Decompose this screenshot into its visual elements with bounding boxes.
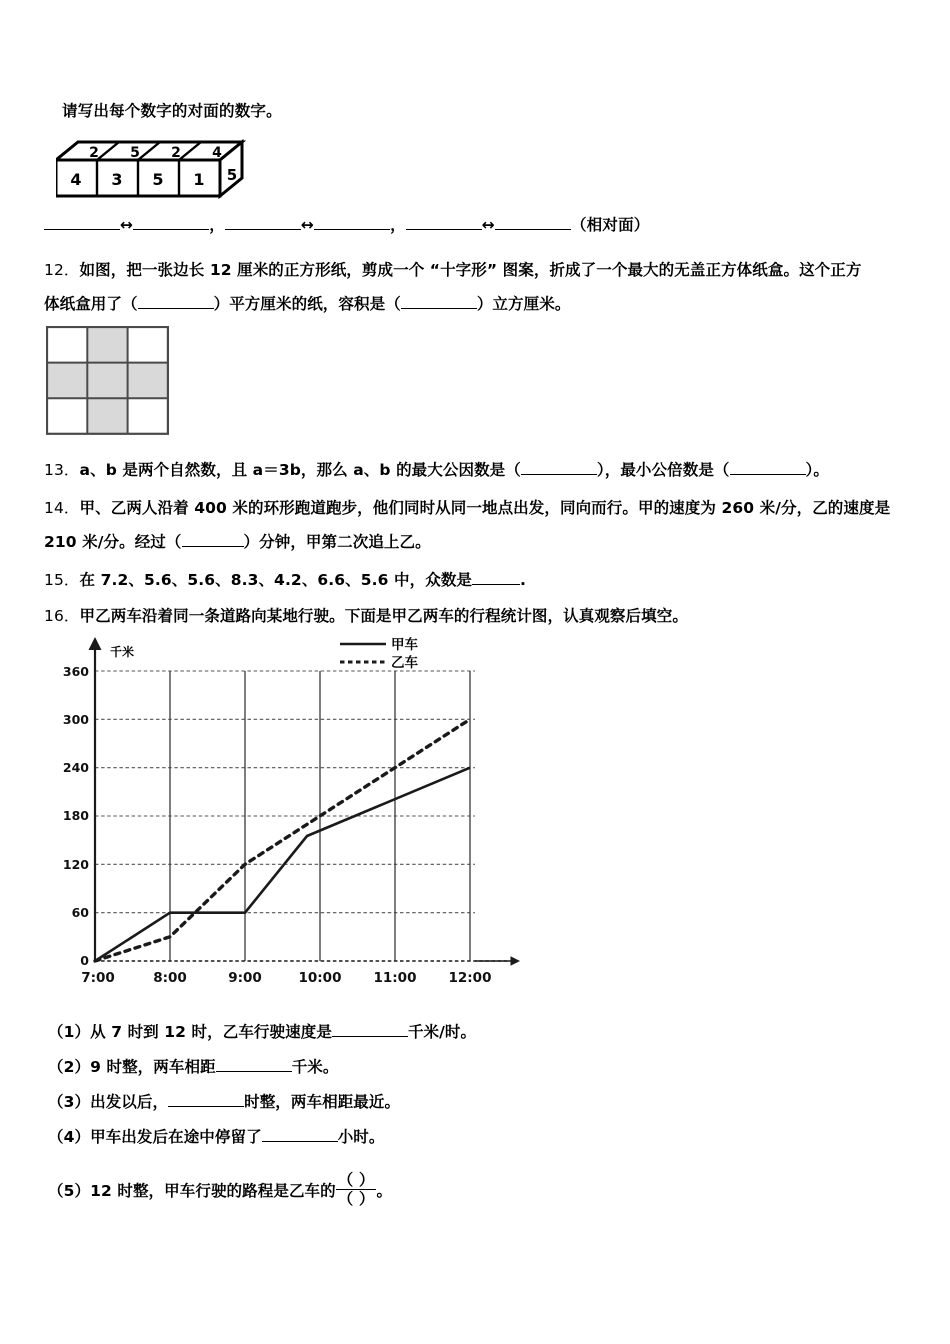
question-15-number: 15． — [44, 571, 80, 589]
travel-line-chart — [50, 630, 520, 1000]
sub-question-4 — [48, 1125, 385, 1149]
answer-blank-3a[interactable] — [406, 229, 482, 230]
chart-ytick-120: 120 — [62, 857, 89, 872]
question-12 — [44, 258, 924, 282]
chart-ytick-60: 60 — [71, 905, 89, 920]
arrow-symbol-2: ↔ — [300, 216, 315, 234]
sub-question-2 — [48, 1055, 339, 1079]
question-13-blank-1[interactable] — [521, 474, 597, 475]
chart-xtick-9: 9:00 — [228, 970, 262, 986]
cube-top-face-3: 2 — [171, 145, 181, 161]
separator-2: ， — [390, 216, 406, 234]
question-13 — [44, 458, 924, 482]
question-16-number: 16． — [44, 607, 80, 625]
legend-label-jiache: 甲车 — [391, 637, 418, 653]
question-12-blank-1[interactable] — [138, 308, 214, 309]
question-14-text-a: 210 米/分。经过（ — [44, 533, 182, 551]
cube-front-face-1: 4 — [70, 170, 82, 189]
cube-top-face-4: 4 — [212, 145, 222, 161]
question-12-line2 — [44, 292, 924, 316]
chart-ytick-0: 0 — [80, 953, 89, 968]
sub-question-4-before: 甲车出发后在途中停留了 — [90, 1128, 262, 1146]
sub-question-1-before: 从 7 时到 12 时，乙车行驶速度是 — [90, 1023, 332, 1041]
chart-ytick-180: 180 — [62, 808, 89, 823]
cube-front-face-3: 5 — [152, 170, 164, 189]
separator-1: ， — [209, 216, 225, 234]
sub-question-1-blank[interactable] — [332, 1036, 408, 1037]
chart-xtick-8: 8:00 — [153, 970, 187, 986]
sub-question-4-label: （4） — [48, 1128, 91, 1146]
question-13-text-a: a、b 是两个自然数，且 a＝3b，那么 a、b 的最大公因数是（ — [79, 461, 521, 479]
question-12-number: 12． — [44, 261, 80, 279]
sub-question-5-label: （5） — [48, 1181, 91, 1200]
question-15-text-b: . — [520, 571, 527, 589]
arrow-symbol-3: ↔ — [481, 216, 495, 234]
question-15-text-a: 在 7.2、5.6、5.6、8.3、4.2、6.6、5.6 中，众数是 — [79, 571, 473, 589]
question-16-stem: 甲乙两车沿着同一条道路向某地行驶。下面是甲乙两车的行程统计图，认真观察后填空。 — [79, 607, 688, 625]
chart-ytick-240: 240 — [62, 760, 89, 775]
intro-instruction: 请写出每个数字的对面的数字。 — [62, 102, 282, 120]
sub-question-5-fraction — [336, 1172, 377, 1208]
cube-front-face-4: 1 — [193, 170, 205, 189]
question-14-number: 14． — [44, 499, 80, 517]
sub-question-5-before: 12 时整，甲车行驶的路程是乙车的 — [90, 1181, 336, 1200]
answer-blank-1a[interactable] — [44, 229, 120, 230]
chart-ytick-300: 300 — [62, 712, 89, 727]
relative-faces-answer-line — [44, 214, 649, 237]
sub-question-5-numerator-blank[interactable]: （ ） — [337, 1171, 375, 1189]
chart-xtick-10: 10:00 — [298, 970, 342, 986]
cross-shape-figure — [46, 326, 170, 436]
question-12-text-c: ）立方厘米。 — [476, 295, 571, 313]
sub-question-4-blank[interactable] — [262, 1141, 338, 1142]
question-13-number: 13． — [44, 461, 80, 479]
sub-question-2-label: （2） — [48, 1058, 91, 1076]
sub-question-1-label: （1） — [48, 1023, 91, 1041]
cube-front-face-2: 3 — [111, 170, 123, 189]
answer-blank-2b[interactable] — [314, 229, 390, 230]
cube-top-face-1: 2 — [89, 145, 99, 161]
question-12-line1: 如图，把一张边长 12 厘米的正方形纸，剪成一个 “十字形” 图案，折成了一个最大的无盖正方体纸盒。这个正方 — [79, 261, 862, 279]
question-12-text-a: 体纸盒用了（ — [44, 295, 138, 313]
chart-xtick-7: 7:00 — [81, 970, 115, 986]
sub-question-2-blank[interactable] — [216, 1071, 292, 1072]
chart-y-axis-label: 千米 — [110, 645, 135, 659]
sub-question-5 — [48, 1172, 392, 1208]
sub-question-2-after: 千米。 — [291, 1058, 339, 1076]
sub-question-2-before: 9 时整，两车相距 — [90, 1058, 216, 1076]
sub-question-3-before: 出发以后， — [90, 1093, 169, 1111]
relative-faces-suffix: （相对面） — [570, 216, 650, 234]
question-13-text-c: ）。 — [805, 461, 829, 479]
sub-question-3-blank[interactable] — [168, 1106, 244, 1107]
chart-legend — [340, 636, 418, 671]
chart-ytick-360: 360 — [62, 664, 89, 679]
question-12-blank-2[interactable] — [401, 308, 477, 309]
sub-question-3-after: 时整，两车相距最近。 — [244, 1093, 401, 1111]
sub-question-3-label: （3） — [48, 1093, 91, 1111]
answer-blank-2a[interactable] — [225, 229, 301, 230]
question-14 — [44, 496, 934, 520]
arrow-symbol-1: ↔ — [120, 216, 134, 234]
chart-xtick-12: 12:00 — [448, 970, 492, 986]
question-15-blank-1[interactable] — [472, 584, 520, 585]
question-15 — [44, 568, 934, 592]
question-16 — [44, 604, 934, 628]
question-13-text-b: ），最小公倍数是（ — [596, 461, 730, 479]
cube-right-face: 5 — [226, 166, 238, 184]
question-14-blank-1[interactable] — [182, 546, 244, 547]
answer-blank-1b[interactable] — [133, 229, 209, 230]
question-14-text-b: ）分钟，甲第二次追上乙。 — [243, 533, 431, 551]
sub-question-5-denominator-blank[interactable]: （ ） — [337, 1190, 375, 1209]
sub-question-4-after: 小时。 — [337, 1128, 385, 1146]
answer-blank-3b[interactable] — [495, 229, 571, 230]
question-14-line2 — [44, 530, 934, 554]
legend-label-yiche: 乙车 — [391, 655, 418, 671]
sub-question-5-after: 。 — [376, 1181, 393, 1200]
sub-question-1 — [48, 1020, 476, 1044]
sub-question-1-after: 千米/时。 — [407, 1023, 477, 1041]
sub-question-3 — [48, 1090, 400, 1114]
cuboid-figure — [56, 138, 256, 200]
chart-xtick-11: 11:00 — [373, 970, 417, 986]
question-14-line1: 甲、乙两人沿着 400 米的环形跑道跑步，他们同时从同一地点出发，同向而行。甲的速度为 260 米/分，乙的速度是 — [79, 499, 891, 517]
question-13-blank-2[interactable] — [730, 474, 806, 475]
question-12-text-b: ）平方厘米的纸，容积是（ — [213, 295, 401, 313]
cube-top-face-2: 5 — [130, 145, 140, 161]
